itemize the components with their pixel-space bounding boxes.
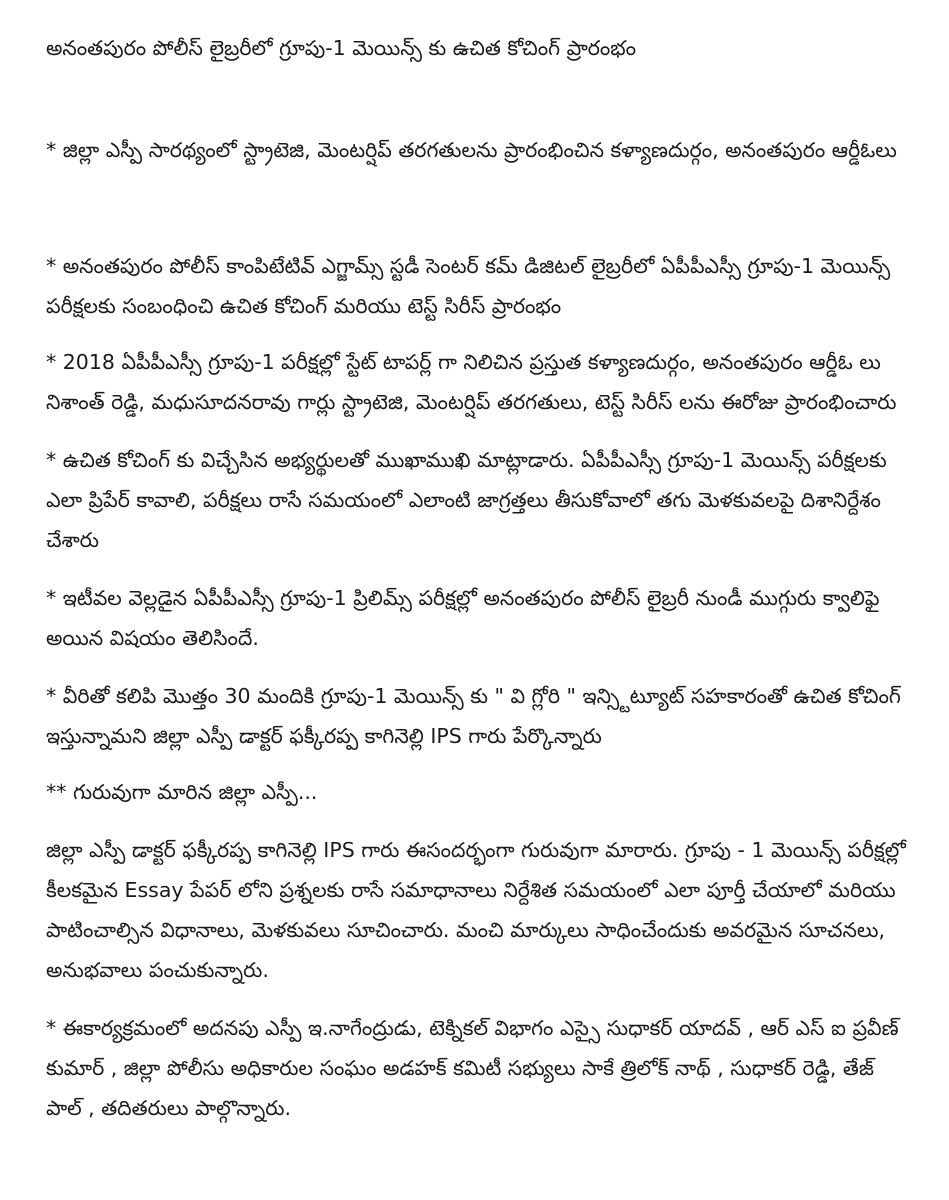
bullet-2: * అనంతపురం పోలీస్ కాంపిటేటివ్ ఎగ్జామ్స్ స్టడీ సెంటర్ కమ్ డిజిటల్ లైబ్రరీలో ఏపీపీఎస్సీ గ్రూపు-1 మెయిన్స్ పరీక్షలకు సంబంధించి ఉచిత కోచింగ్ మరియు టెస్ట్ సిరీస్ ప్రారంభం — [46, 254, 891, 318]
subheading: ** గురువుగా మారిన జిల్లా ఎస్పీ... — [46, 780, 318, 804]
bullet-4: * ఉచిత కోచింగ్ కు విచ్చేసిన అభ్యర్థులతో ముఖాముఖి మాట్లాడారు. ఏపీపీఎస్సీ గ్రూపు-1 మెయిన్స్ పరీక్షలకు ఎలా ప్రిపేర్ కావాలి, పరీక్షలు రాసే సమయంలో ఎలాంటి జాగ్రత్తలు తీసుకోవాలో తగు మెళకువలపై దిశానిర్దేశం చేశారు — [46, 448, 887, 552]
bullet-6: * వీరితో కలిపి మొత్తం 30 మందికి గ్రూపు-1 మెయిన్స్ కు " వి గ్లోరి " ఇన్స్టిట్యూట్ సహకారంతో ఉచిత కోచింగ్ ఇస్తున్నామని జిల్లా ఎస్పీ డాక్టర్ ఫక్కీరప్ప కాగినెల్లి IPS గారు పేర్కొన్నారు — [46, 684, 901, 748]
bullet-5: * ఇటీవల వెల్లడైన ఏపీపీఎస్సీ గ్రూపు-1 ప్రిలిమ్స్ పరీక్షల్లో అనంతపురం పోలీస్ లైబ్రరీ నుండీ ముగ్గురు క్వాలిఫై అయిన విషయం తెలిసిందే. — [46, 586, 880, 650]
bullet-1: * జిల్లా ఎస్పీ సారథ్యంలో స్ట్రాటెజి, మెంటర్షిప్ తరగతులను ప్రారంభించిన కళ్యాణదుర్గం, అనంతపురం ఆర్డీఓలు — [46, 138, 897, 162]
document-body — [46, 28, 906, 1128]
paragraph: జిల్లా ఎస్పీ డాక్టర్ ఫక్కీరప్ప కాగినెల్లి IPS గారు ఈసందర్భంగా గురువుగా మారారు. గ్రూపు - 1 మెయిన్స్ పరీక్షల్లో కీలకమైన Essay పేపర్ లోని ప్రశ్నలకు రాసే సమాధానాలు నిర్దేశిత సమయంలో ఎలా పూర్తీ చేయాలో మరియు పాటించాల్సిన విధానాలు, మెళకువలు సూచించారు. మంచి మార్కులు సాధించేందుకు అవరమైన సూచనలు, అనుభవాలు పంచుకున్నారు. — [46, 838, 906, 982]
bullet-3: * 2018 ఏపీపీఎస్సీ గ్రూపు-1 పరీక్షల్లో స్టేట్ టాపర్ల్ గా నిలిచిన ప్రస్తుత కళ్యాణదుర్గం, అనంతపురం ఆర్డీఓ లు నిశాంత్ రెడ్డి, మధుసూదనరావు గార్లు స్ట్రాటెజి, మెంటర్షిప్ తరగతులు, టెస్ట్ సిరీస్ లను ఈరోజు ప్రారంభించారు — [46, 350, 897, 414]
closing-bullet: * ఈకార్యక్రమంలో అదనపు ఎస్పీ ఇ.నాగేంద్రుడు, టెక్నికల్ విభాగం ఎస్సై సుధాకర్ యాదవ్ , ఆర్ ఎస్ ఐ ప్రవీణ్ కుమార్ , జిల్లా పోలీసు అధికారుల సంఘం అడహక్ కమిటీ సభ్యులు సాకే త్రిలోక్ నాథ్ , సుధాకర్ రెడ్డి, తేజ్ పాల్ , తదితరులు పాల్గొన్నారు. — [46, 1016, 899, 1120]
document-title: అనంతపురం పోలీస్ లైబ్రరీలో గ్రూపు-1 మెయిన్స్ కు ఉచిత కోచింగ్ ప్రారంభం — [46, 36, 637, 60]
